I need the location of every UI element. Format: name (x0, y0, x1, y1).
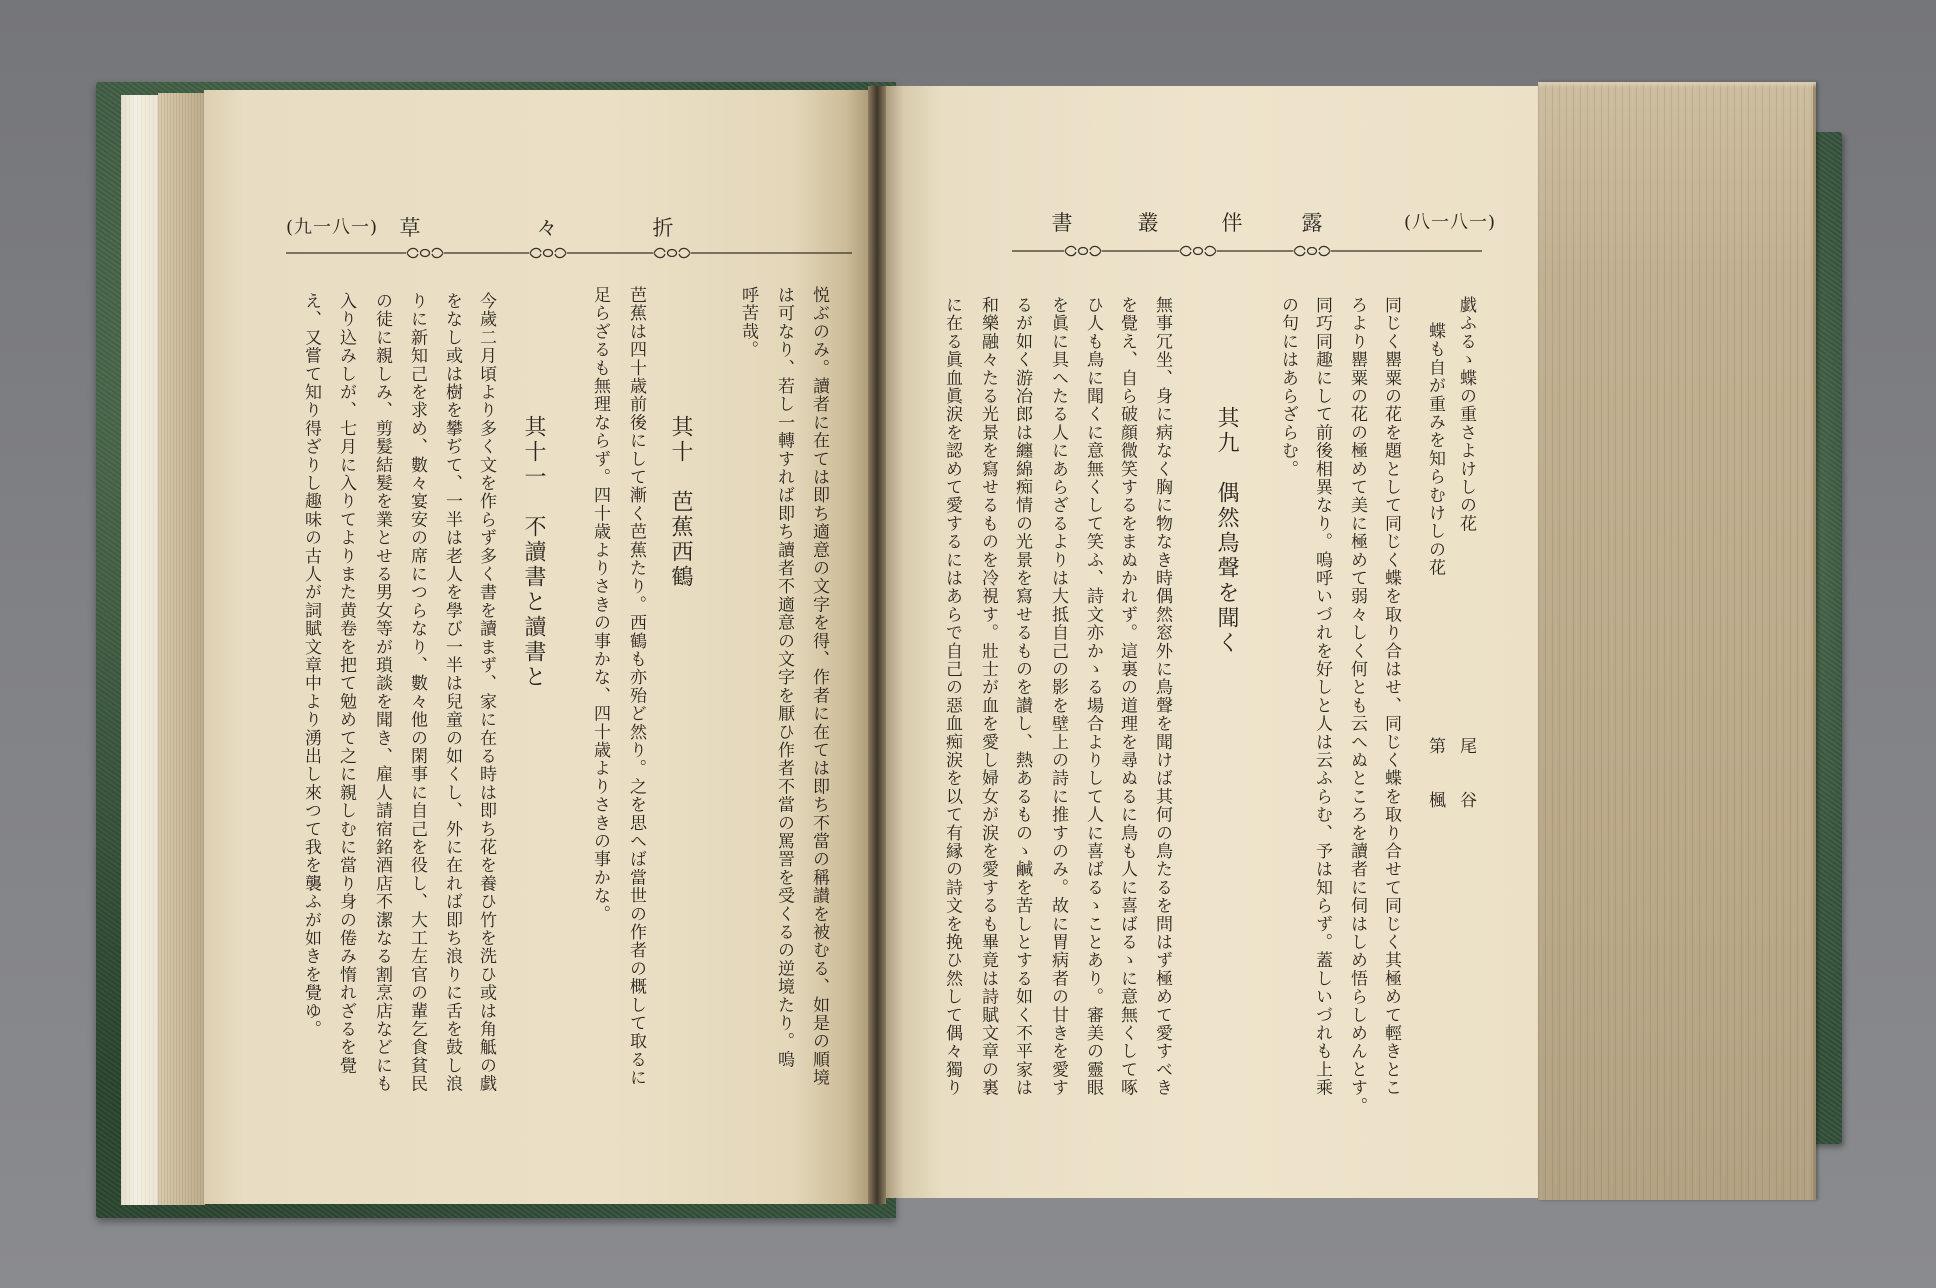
text-column: 芭蕉は四十歳前後にして漸く芭蕉たり。西鶴も亦殆ど然り。之を思へば當世の作者の概して取るに (626, 286, 646, 1087)
left-running-title-char: 折 (652, 216, 674, 240)
text-column: 足らざるも無理ならず。四十歳よりさきの事かな、四十歳よりさきの事かな。 (590, 286, 610, 923)
section-heading: 其十一 不讀書と讀書と (521, 415, 546, 690)
right-running-title-char: 叢 (1137, 211, 1159, 235)
text-column: 悦ぶのみ。讀者に在ては即ち適意の文字を得、作者に在ては即ち不當の稱讃を被むる、如是の順境 (809, 286, 829, 1087)
right-page-number: (八一八一) (1404, 212, 1497, 233)
right-header-rule (1012, 246, 1482, 256)
haiku-author: 尾 谷 (1456, 737, 1476, 818)
text-column: 入り込みしが、七月に入りてよりまた黄卷を把て勉めて之に親しむに當り身の倦み惰れざるを覺 (336, 292, 356, 1075)
text-column: を覺え、自ら破顔微笑するをまぬかれず。這裏の道理を尋ぬるに鳥も人に喜ばるゝに意無くして啄 (1117, 296, 1137, 1097)
text-column: 同じく罌粟の花を題として同じく蝶を取り合はせ、同じく蝶を取り合せて同じく其極めて輕きとこ (1381, 296, 1401, 1097)
right-running-title-char: 露 (1301, 211, 1323, 235)
right-running-title-char: 書 (1051, 211, 1073, 235)
right-running-title-char: 伴 (1221, 211, 1243, 235)
text-column: え、又嘗て知り得ざりし趣味の古人が詞賦文章中より湧出し來つて我を襲ふが如きを覺ゆ。 (301, 292, 321, 1039)
rule-ornament (1293, 246, 1331, 256)
haiku-line: 戯ふるゝ蝶の重さよけしの花 (1456, 296, 1476, 533)
left-page-number: (九一八一) (286, 217, 379, 238)
text-column: 同巧同趣にして前後相異なり。嗚呼いづれを好しと人は云ふらむ、予は知らず。蓋しいづれも上乘 (1312, 296, 1332, 1097)
rule-ornament (1064, 246, 1102, 256)
left-header-rule (286, 248, 852, 258)
text-column: 今歲二月頃より多く文を作らず多く書を讀まず、家に在る時は即ち花を養ひ竹を洗ひ或は角觝の戯 (476, 292, 496, 1093)
text-column: 呼苦哉。 (738, 286, 758, 359)
rule-ornament (653, 248, 691, 258)
text-column: ひ人も鳥に聞くに意無くして笑ふ、詩文亦かゝる場合よりして人に喜ばるゝことあり。審美の靈眼 (1083, 296, 1103, 1097)
text-column: は可なり、若し一轉すれば即ち讀者不適意の文字を厭ひ作者不當の罵詈を受くるの逆境たり。嗚 (774, 286, 794, 1069)
section-heading: 其十 芭蕉西鶴 (668, 415, 693, 590)
text-column: に在る眞血眞涙を認めて愛するにはあらで自己の惡血痴涙を以て有縁の詩文を挽ひ然して偶々獨り (942, 296, 962, 1097)
text-column: ろより罌粟の花の極めて美に極めて弱々しく何とも云へぬところを讀者に伺はしめ悟らしめんとす。 (1347, 296, 1367, 1115)
rule-ornament (406, 248, 444, 258)
left-running-title-char: 々 (536, 216, 558, 240)
text-column: を眞に具へたる人にあらざるよりは大抵自己の影を壁上の詩に推すのみ。故に胃病者の甘きを愛す (1048, 296, 1068, 1097)
rule-ornament (1179, 246, 1217, 256)
text-column: の徒に親しみ、剪髮結髮を業とせる男女等が瑣談を聞き、雇人請宿銘酒店不潔なる割烹店などにも (372, 292, 392, 1093)
text-column: をなし或は樹を攀ぢて、一半は老人を學び一半は兒童の如くし、外に在れば即ち浪りに舌を鼓し浪 (442, 292, 462, 1093)
rule-ornament (529, 248, 567, 258)
left-running-title-char: 草 (399, 216, 421, 240)
haiku-author: 第 楓 (1425, 737, 1445, 818)
text-column: 和樂融々たる光景を寫せるものを冷視す。壯士が血を愛し婦女が涙を愛するも畢竟は詩賦文章の裏 (978, 296, 998, 1097)
text-column: りに新知己を求め、數々宴安の席につらなり、數々他の閑事に自己を役し、大工左官の輩乞食貧民 (407, 292, 427, 1093)
haiku-line: 蝶も自が重みを知らむけしの花 (1425, 322, 1445, 577)
section-heading: 其九 偶然鳥聲を聞く (1214, 406, 1239, 656)
text-column: るが如く游冶郎は纏綿痴情の光景を寫せるものを讃し、熱あるものゝ鹹を苦しとする如く不平家は (1012, 296, 1032, 1097)
text-column: 無事冗坐、身に病なく胸に物なき時偶然窓外に鳥聲を聞けば其何の鳥たるを問はず極めて愛すべき (1152, 296, 1172, 1097)
text-column: の句にはあらざらむ。 (1278, 296, 1298, 478)
